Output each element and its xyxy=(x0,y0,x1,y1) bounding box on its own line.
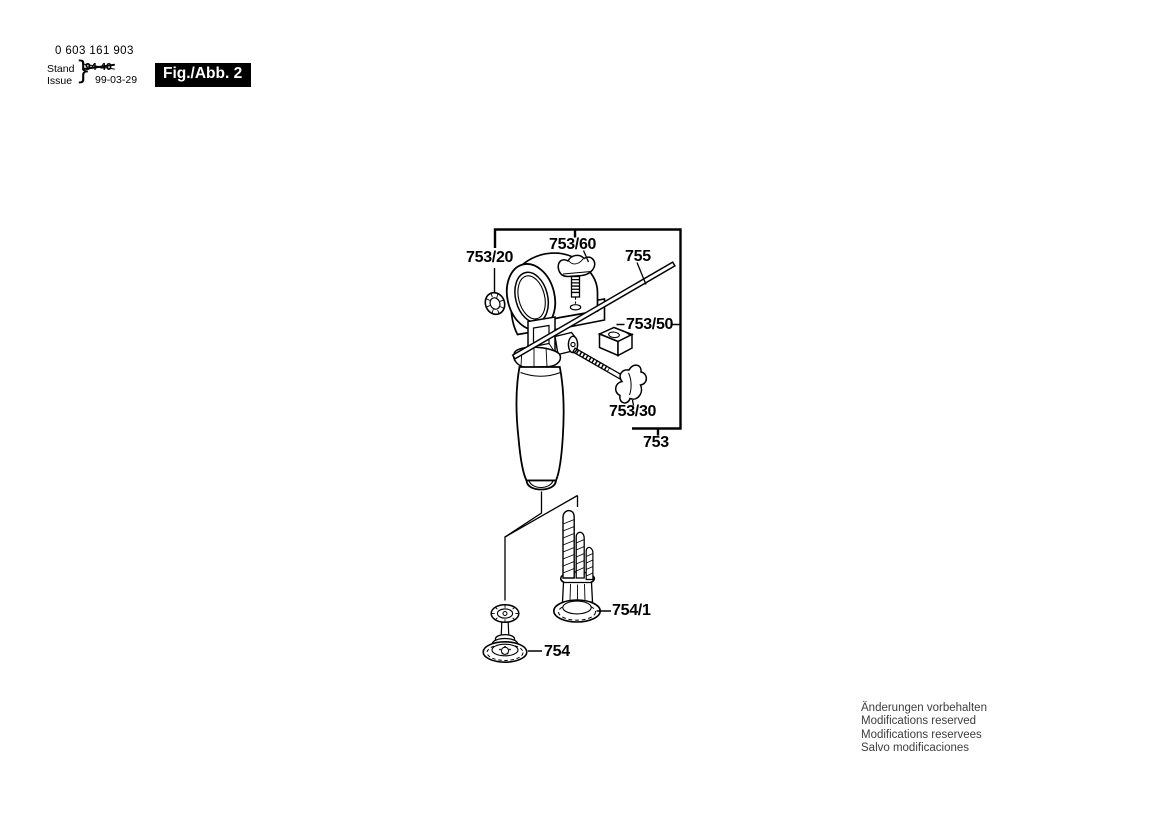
notice-line-en: Modifications reserved xyxy=(861,715,977,728)
part-label-753-50: 753/50 xyxy=(626,316,674,333)
stand-label: Stand xyxy=(47,63,75,75)
revision-brace: } xyxy=(75,56,91,86)
part-label-753-20: 753/20 xyxy=(466,249,514,266)
handle-assembly xyxy=(500,253,604,489)
part-753-30-wingscrew xyxy=(573,348,646,405)
figure-badge: Fig./Abb. 2 xyxy=(155,63,251,87)
document-number: 0 603 161 903 xyxy=(55,45,134,57)
part-label-754: 754 xyxy=(544,643,570,660)
part-label-753: 753 xyxy=(643,434,669,451)
notice-line-de: Änderungen vorbehalten xyxy=(861,702,987,714)
part-label-755: 755 xyxy=(625,248,651,265)
part-label-753-30: 753/30 xyxy=(609,403,657,420)
modifications-notice xyxy=(861,702,987,755)
part-label-754-1: 754/1 xyxy=(612,602,651,619)
issue-date: 99-03-29 xyxy=(95,74,138,86)
part-753-20-nut xyxy=(482,268,508,317)
notice-line-es: Salvo modificaciones xyxy=(861,741,970,754)
superseded-date: 94-40 xyxy=(85,61,112,73)
part-754-knob xyxy=(483,605,542,663)
part-754-1-drill-holder xyxy=(554,511,611,622)
notice-line-fr: Modifications reservees xyxy=(861,728,982,741)
part-label-753-60: 753/60 xyxy=(549,236,597,253)
issue-label: Issue xyxy=(47,75,73,87)
